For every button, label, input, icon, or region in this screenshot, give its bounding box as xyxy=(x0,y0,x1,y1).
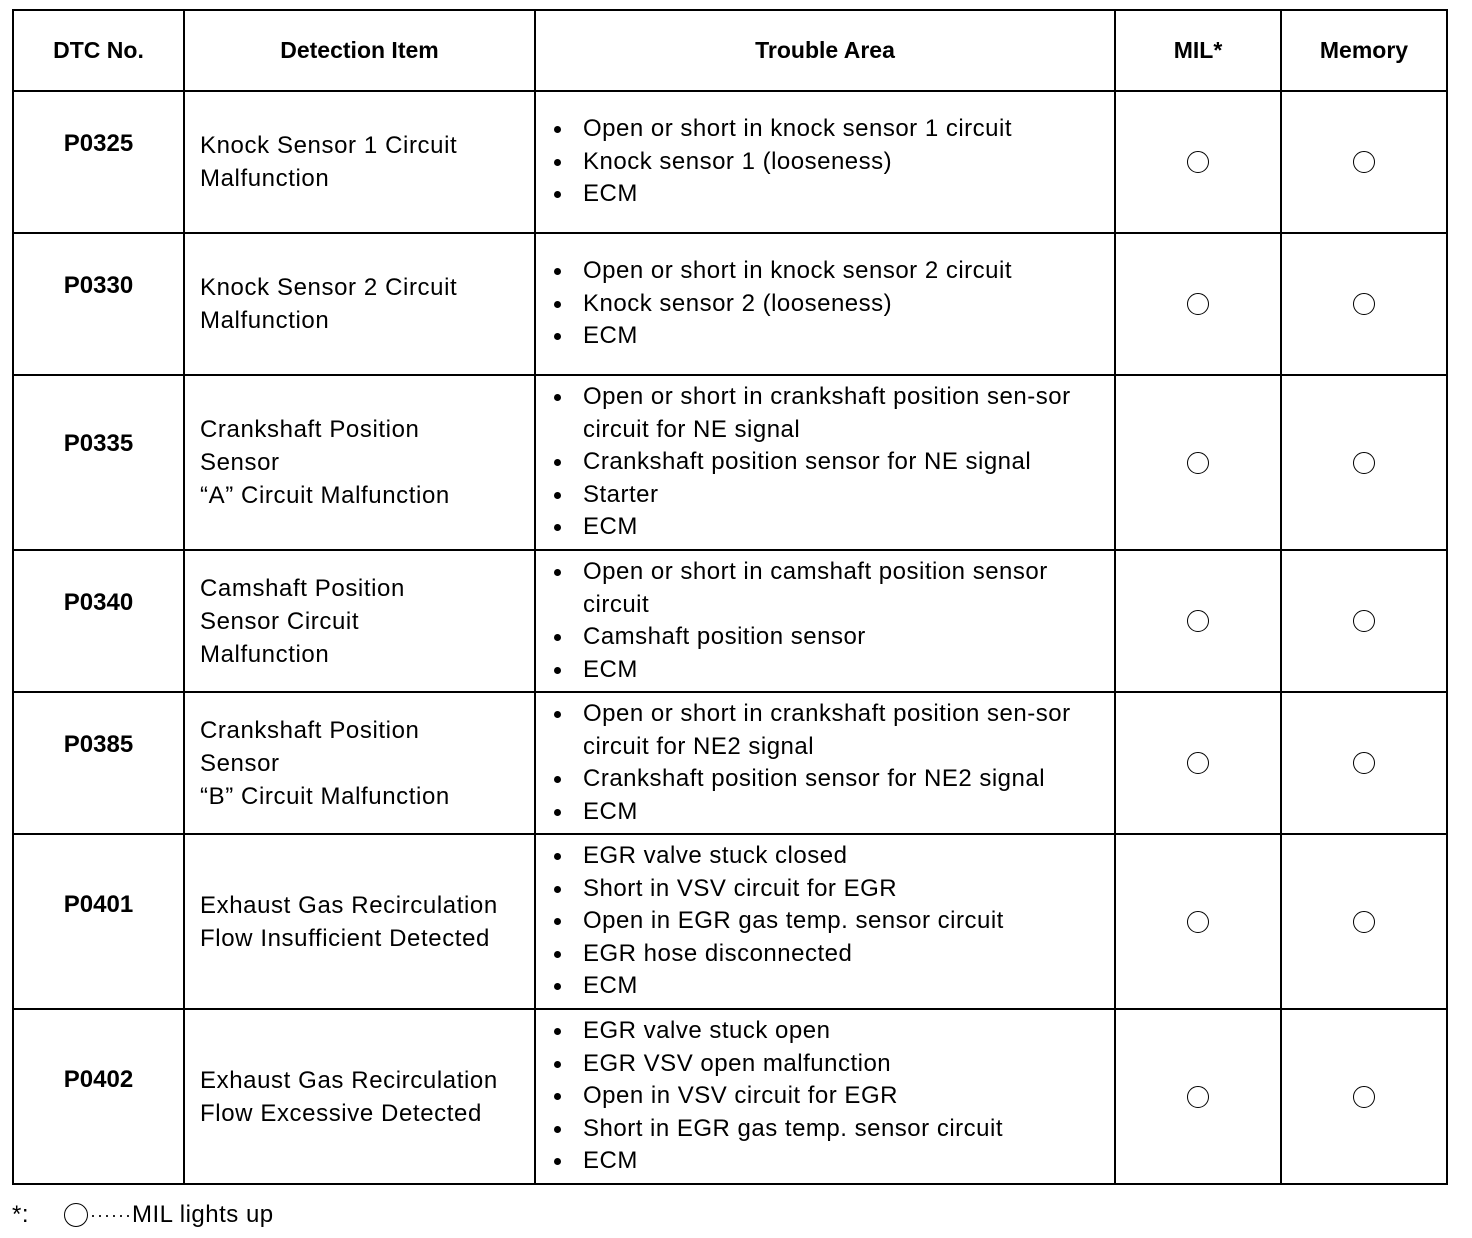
trouble-area-text: Crankshaft position sensor for NE2 signal xyxy=(583,765,1046,792)
list-item xyxy=(550,146,1106,179)
trouble-area-text: Camshaft position sensor xyxy=(583,623,866,650)
header-dtc-no: DTC No. xyxy=(13,10,184,91)
dtc-code: P0402 xyxy=(63,1066,134,1093)
mil-cell xyxy=(1115,550,1281,692)
trouble-area-text: Open or short in crankshaft position sen-sor circuit for NE2 signal xyxy=(583,700,1071,760)
bullet-icon xyxy=(554,853,561,860)
bullet-icon xyxy=(554,711,561,718)
trouble-area-text: Open in EGR gas temp. sensor circuit xyxy=(583,907,1004,935)
footnote-text: MIL lights up xyxy=(131,1201,274,1228)
detection-item-line: Exhaust Gas Recirculation xyxy=(200,1066,498,1094)
list-item xyxy=(550,905,1106,938)
dtc-code: P0335 xyxy=(63,430,134,457)
detection-item-cell xyxy=(184,375,535,550)
bullet-icon xyxy=(554,983,561,990)
trouble-area-text: Short in EGR gas temp. sensor circuit xyxy=(583,1114,1003,1142)
list-item xyxy=(550,763,1106,796)
dtc-code: P0340 xyxy=(63,589,134,616)
circle-icon xyxy=(1353,610,1375,632)
dtc-code-cell xyxy=(13,692,184,834)
dtc-code-cell xyxy=(13,550,184,692)
list-item xyxy=(550,556,1106,621)
detection-item-line: Crankshaft Position xyxy=(200,416,420,443)
dtc-code-cell xyxy=(13,233,184,375)
circle-icon xyxy=(64,1203,88,1227)
detection-item-cell xyxy=(184,692,535,834)
table-row xyxy=(13,550,1447,692)
detection-item-line: Flow Excessive Detected xyxy=(200,1099,482,1127)
detection-item-cell xyxy=(184,233,535,375)
list-item xyxy=(550,178,1106,211)
mil-cell xyxy=(1115,375,1281,550)
trouble-area-text: ECM xyxy=(583,322,638,350)
footnote-dots: ······ xyxy=(90,1204,132,1225)
trouble-area-text: ECM xyxy=(583,655,638,683)
mil-cell xyxy=(1115,233,1281,375)
list-item xyxy=(550,621,1106,654)
trouble-area-text: Short in VSV circuit for EGR xyxy=(583,874,898,902)
dtc-code: P0330 xyxy=(63,272,134,299)
trouble-area-cell xyxy=(535,550,1115,692)
memory-cell xyxy=(1281,375,1447,550)
trouble-area-list xyxy=(550,840,1106,1003)
memory-cell xyxy=(1281,692,1447,834)
bullet-icon xyxy=(554,886,561,893)
trouble-area-text: Knock sensor 2 (looseness) xyxy=(583,289,893,317)
circle-icon xyxy=(1353,911,1375,933)
trouble-area-text: EGR valve stuck closed xyxy=(583,842,848,870)
bullet-icon xyxy=(554,634,561,641)
detection-item-line: Flow Insufficient Detected xyxy=(200,924,490,952)
trouble-area-text: Open or short in camshaft position sensor circuit xyxy=(583,558,1048,618)
dtc-code: P0401 xyxy=(63,891,134,918)
bullet-icon xyxy=(554,492,561,499)
trouble-area-list xyxy=(550,698,1106,828)
detection-item-line: Sensor xyxy=(200,449,280,476)
bullet-icon xyxy=(554,333,561,340)
list-item xyxy=(550,1145,1106,1178)
bullet-icon xyxy=(554,524,561,531)
bullet-icon xyxy=(554,1158,561,1165)
trouble-area-text: Open in VSV circuit for EGR xyxy=(583,1082,898,1110)
list-item xyxy=(550,320,1106,353)
trouble-area-text: EGR VSV open malfunction xyxy=(583,1049,892,1077)
mil-cell xyxy=(1115,1009,1281,1184)
circle-icon xyxy=(1353,1086,1375,1108)
header-memory: Memory xyxy=(1281,10,1447,91)
dtc-code-cell xyxy=(13,1009,184,1184)
bullet-icon xyxy=(554,809,561,816)
circle-icon xyxy=(1187,293,1209,315)
trouble-area-text: EGR valve stuck open xyxy=(583,1017,831,1045)
mil-cell xyxy=(1115,91,1281,233)
memory-cell xyxy=(1281,91,1447,233)
trouble-area-text: Crankshaft position sensor for NE signal xyxy=(583,448,1032,476)
bullet-icon xyxy=(554,126,561,133)
bullet-icon xyxy=(554,918,561,925)
circle-icon xyxy=(1353,752,1375,774)
bullet-icon xyxy=(554,951,561,958)
circle-icon xyxy=(1353,151,1375,173)
bullet-icon xyxy=(554,268,561,275)
list-item xyxy=(550,938,1106,971)
trouble-area-list xyxy=(550,556,1106,686)
detection-item-cell xyxy=(184,834,535,1009)
list-item xyxy=(550,654,1106,687)
circle-icon xyxy=(1187,151,1209,173)
trouble-area-cell xyxy=(535,692,1115,834)
trouble-area-cell xyxy=(535,834,1115,1009)
list-item xyxy=(550,381,1106,446)
trouble-area-text: ECM xyxy=(583,797,638,825)
detection-item-line: Exhaust Gas Recirculation xyxy=(200,891,498,919)
header-detection-item: Detection Item xyxy=(184,10,535,91)
header-mil: MIL* xyxy=(1115,10,1281,91)
dtc-document xyxy=(12,9,1446,1185)
trouble-area-list xyxy=(550,381,1106,544)
bullet-icon xyxy=(554,394,561,401)
bullet-icon xyxy=(554,1093,561,1100)
circle-icon xyxy=(1187,911,1209,933)
trouble-area-text: Knock sensor 1 (looseness) xyxy=(583,147,893,175)
dtc-code-cell xyxy=(13,834,184,1009)
list-item xyxy=(550,1113,1106,1146)
detection-item-line: Sensor xyxy=(200,749,280,777)
trouble-area-text: ECM xyxy=(583,972,638,1000)
header-trouble-area: Trouble Area xyxy=(535,10,1115,91)
list-item xyxy=(550,698,1106,763)
bullet-icon xyxy=(554,1126,561,1133)
bullet-icon xyxy=(554,1028,561,1035)
detection-item-line: Malfunction xyxy=(200,165,330,192)
circle-icon xyxy=(1187,752,1209,774)
trouble-area-text: Open or short in knock sensor 2 circuit xyxy=(583,257,1013,285)
detection-item-line: “B” Circuit Malfunction xyxy=(200,782,450,810)
footnote-marker: *: xyxy=(12,1201,30,1228)
mil-cell xyxy=(1115,692,1281,834)
list-item xyxy=(550,1015,1106,1048)
trouble-area-text: Open or short in crankshaft position sen-sor circuit for NE signal xyxy=(583,383,1071,443)
detection-item-line: Knock Sensor 1 Circuit xyxy=(200,132,458,159)
trouble-area-text: Open or short in knock sensor 1 circuit xyxy=(583,115,1013,143)
trouble-area-cell xyxy=(535,375,1115,550)
detection-item-line: “A” Circuit Malfunction xyxy=(200,482,450,509)
bullet-icon xyxy=(554,191,561,198)
bullet-icon xyxy=(554,776,561,783)
trouble-area-text: ECM xyxy=(583,180,638,208)
trouble-area-list xyxy=(550,1015,1106,1178)
list-item xyxy=(550,511,1106,544)
list-item xyxy=(550,446,1106,479)
bullet-icon xyxy=(554,301,561,308)
circle-icon xyxy=(1187,452,1209,474)
memory-cell xyxy=(1281,834,1447,1009)
bullet-icon xyxy=(554,569,561,576)
circle-icon xyxy=(1353,293,1375,315)
list-item xyxy=(550,255,1106,288)
trouble-area-text: ECM xyxy=(583,513,638,541)
footnote xyxy=(12,1201,274,1229)
list-item xyxy=(550,1048,1106,1081)
trouble-area-list xyxy=(550,255,1106,353)
list-item xyxy=(550,1080,1106,1113)
table-row xyxy=(13,834,1447,1009)
list-item xyxy=(550,113,1106,146)
circle-icon xyxy=(1187,610,1209,632)
trouble-area-text: EGR hose disconnected xyxy=(583,939,853,967)
table-row xyxy=(13,1009,1447,1184)
table-row xyxy=(13,233,1447,375)
memory-cell xyxy=(1281,1009,1447,1184)
table-row xyxy=(13,91,1447,233)
list-item xyxy=(550,840,1106,873)
detection-item-line: Malfunction xyxy=(200,307,330,334)
trouble-area-list xyxy=(550,113,1106,211)
trouble-area-cell xyxy=(535,91,1115,233)
list-item xyxy=(550,479,1106,512)
bullet-icon xyxy=(554,1061,561,1068)
bullet-icon xyxy=(554,159,561,166)
dtc-code: P0385 xyxy=(63,731,134,758)
detection-item-cell xyxy=(184,550,535,692)
dtc-code: P0325 xyxy=(63,130,134,157)
dtc-table-body xyxy=(13,91,1447,1184)
detection-item-line: Sensor Circuit xyxy=(200,607,360,635)
detection-item-line: Malfunction xyxy=(200,640,330,668)
trouble-area-cell xyxy=(535,233,1115,375)
bullet-icon xyxy=(554,459,561,466)
circle-icon xyxy=(1353,452,1375,474)
detection-item-cell xyxy=(184,91,535,233)
list-item xyxy=(550,873,1106,906)
detection-item-line: Camshaft Position xyxy=(200,574,405,602)
detection-item-cell xyxy=(184,1009,535,1184)
circle-icon xyxy=(1187,1086,1209,1108)
memory-cell xyxy=(1281,550,1447,692)
memory-cell xyxy=(1281,233,1447,375)
dtc-table xyxy=(12,9,1448,1185)
detection-item-line: Crankshaft Position xyxy=(200,716,420,744)
bullet-icon xyxy=(554,667,561,674)
table-row xyxy=(13,375,1447,550)
trouble-area-text: Starter xyxy=(583,480,659,508)
table-row xyxy=(13,692,1447,834)
dtc-code-cell xyxy=(13,375,184,550)
mil-cell xyxy=(1115,834,1281,1009)
trouble-area-text: ECM xyxy=(583,1147,638,1175)
detection-item-line: Knock Sensor 2 Circuit xyxy=(200,274,458,301)
dtc-code-cell xyxy=(13,91,184,233)
header-row xyxy=(13,10,1447,91)
list-item xyxy=(550,288,1106,321)
list-item xyxy=(550,796,1106,829)
trouble-area-cell xyxy=(535,1009,1115,1184)
list-item xyxy=(550,970,1106,1003)
